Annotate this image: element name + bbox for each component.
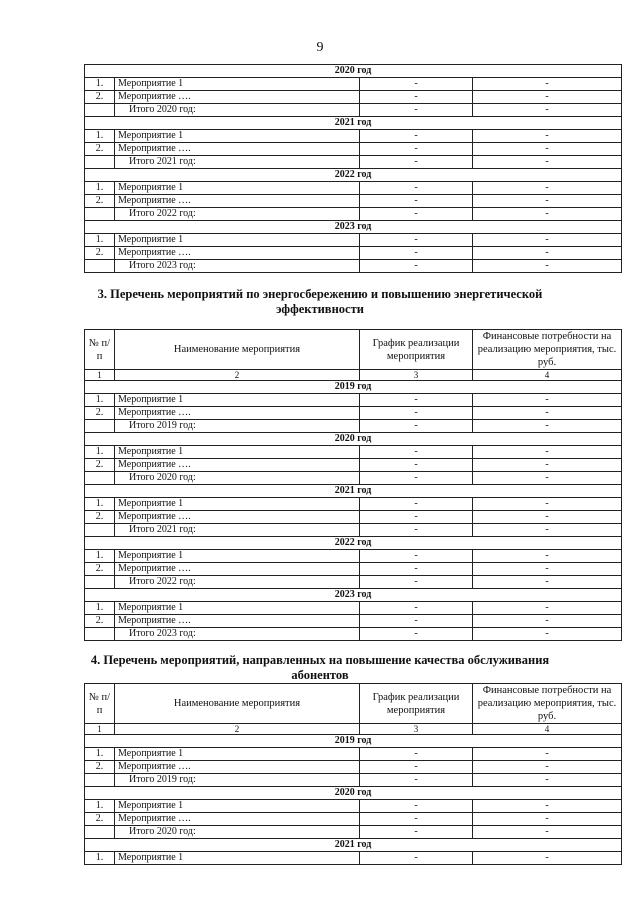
row-number: 2.	[85, 143, 115, 156]
total-finance: -	[473, 260, 622, 273]
total-label: Итого 2019 год:	[115, 420, 360, 433]
schedule-value: -	[360, 602, 473, 615]
total-row	[85, 774, 622, 787]
total-number	[85, 420, 115, 433]
table-row	[85, 498, 622, 511]
year-label: 2020 год	[85, 433, 622, 446]
row-number: 2.	[85, 91, 115, 104]
measure-name: Мероприятие 1	[115, 852, 360, 865]
column-number-row	[85, 370, 622, 381]
section-3-table	[84, 329, 622, 641]
schedule-value: -	[360, 130, 473, 143]
total-finance: -	[473, 524, 622, 537]
finance-value: -	[473, 78, 622, 91]
total-finance: -	[473, 208, 622, 221]
year-row	[85, 589, 622, 602]
column-number-2: 2	[115, 724, 360, 735]
schedule-value: -	[360, 195, 473, 208]
measure-name: Мероприятие ….	[115, 563, 360, 576]
header-num: № п/п	[85, 684, 115, 724]
finance-value: -	[473, 761, 622, 774]
row-number: 1.	[85, 234, 115, 247]
table-row	[85, 234, 622, 247]
table-header-row	[85, 684, 622, 724]
header-num: № п/п	[85, 330, 115, 370]
finance-value: -	[473, 800, 622, 813]
year-row	[85, 839, 622, 852]
row-number: 2.	[85, 563, 115, 576]
header-schedule: График реализации мероприятия	[360, 684, 473, 724]
schedule-value: -	[360, 615, 473, 628]
schedule-value: -	[360, 182, 473, 195]
total-label: Итого 2023 год:	[115, 628, 360, 641]
year-row	[85, 169, 622, 182]
measure-name: Мероприятие 1	[115, 498, 360, 511]
year-row	[85, 787, 622, 800]
total-finance: -	[473, 774, 622, 787]
schedule-value: -	[360, 143, 473, 156]
row-number: 2.	[85, 813, 115, 826]
total-finance: -	[473, 826, 622, 839]
column-number-4: 4	[473, 724, 622, 735]
total-label: Итого 2020 год:	[115, 472, 360, 485]
total-number	[85, 524, 115, 537]
table-header-row	[85, 330, 622, 370]
measure-name: Мероприятие 1	[115, 446, 360, 459]
total-row	[85, 420, 622, 433]
table-row	[85, 563, 622, 576]
measure-name: Мероприятие 1	[115, 748, 360, 761]
total-schedule: -	[360, 472, 473, 485]
column-number-4: 4	[473, 370, 622, 381]
schedule-value: -	[360, 78, 473, 91]
year-label: 2021 год	[85, 839, 622, 852]
finance-value: -	[473, 247, 622, 260]
row-number: 1.	[85, 182, 115, 195]
measure-name: Мероприятие 1	[115, 130, 360, 143]
schedule-value: -	[360, 498, 473, 511]
header-finance: Финансовые потребности на реализацию мероприятия, тыс. руб.	[473, 330, 622, 370]
table-row	[85, 143, 622, 156]
year-row	[85, 433, 622, 446]
total-label: Итого 2022 год:	[115, 576, 360, 589]
total-label: Итого 2019 год:	[115, 774, 360, 787]
year-label: 2020 год	[85, 787, 622, 800]
total-row	[85, 576, 622, 589]
table-row	[85, 91, 622, 104]
row-number: 1.	[85, 800, 115, 813]
finance-value: -	[473, 91, 622, 104]
total-schedule: -	[360, 156, 473, 169]
measure-name: Мероприятие ….	[115, 91, 360, 104]
measure-name: Мероприятие 1	[115, 602, 360, 615]
total-row	[85, 472, 622, 485]
row-number: 2.	[85, 615, 115, 628]
total-label: Итого 2023 год:	[115, 260, 360, 273]
header-schedule: График реализации мероприятия	[360, 330, 473, 370]
measure-name: Мероприятие ….	[115, 407, 360, 420]
total-row	[85, 628, 622, 641]
total-schedule: -	[360, 420, 473, 433]
schedule-value: -	[360, 407, 473, 420]
schedule-value: -	[360, 459, 473, 472]
measure-name: Мероприятие 1	[115, 234, 360, 247]
total-number	[85, 826, 115, 839]
top-table	[84, 64, 622, 273]
finance-value: -	[473, 234, 622, 247]
row-number: 1.	[85, 498, 115, 511]
column-number-3: 3	[360, 724, 473, 735]
total-schedule: -	[360, 208, 473, 221]
total-finance: -	[473, 156, 622, 169]
table-row	[85, 407, 622, 420]
page-number: 9	[316, 40, 324, 55]
table-row	[85, 813, 622, 826]
column-number-1: 1	[85, 724, 115, 735]
total-schedule: -	[360, 628, 473, 641]
total-number	[85, 576, 115, 589]
finance-value: -	[473, 563, 622, 576]
total-label: Итого 2022 год:	[115, 208, 360, 221]
measure-name: Мероприятие 1	[115, 182, 360, 195]
finance-value: -	[473, 498, 622, 511]
year-label: 2019 год	[85, 381, 622, 394]
header-name: Наименование мероприятия	[115, 684, 360, 724]
column-number-3: 3	[360, 370, 473, 381]
total-row	[85, 208, 622, 221]
total-number	[85, 628, 115, 641]
total-schedule: -	[360, 524, 473, 537]
schedule-value: -	[360, 748, 473, 761]
year-label: 2021 год	[85, 117, 622, 130]
measure-name: Мероприятие ….	[115, 511, 360, 524]
row-number: 2.	[85, 459, 115, 472]
measure-name: Мероприятие ….	[115, 195, 360, 208]
total-label: Итого 2021 год:	[115, 156, 360, 169]
schedule-value: -	[360, 563, 473, 576]
total-row	[85, 826, 622, 839]
total-label: Итого 2020 год:	[115, 826, 360, 839]
total-row	[85, 104, 622, 117]
finance-value: -	[473, 394, 622, 407]
year-label: 2023 год	[85, 221, 622, 234]
finance-value: -	[473, 550, 622, 563]
total-finance: -	[473, 104, 622, 117]
column-number-2: 2	[115, 370, 360, 381]
row-number: 1.	[85, 852, 115, 865]
finance-value: -	[473, 446, 622, 459]
measure-name: Мероприятие 1	[115, 78, 360, 91]
header-name: Наименование мероприятия	[115, 330, 360, 370]
measure-name: Мероприятие 1	[115, 800, 360, 813]
section-4-heading: 4. Перечень мероприятий, направленных на повышение качества обслуживания абонентов	[90, 653, 550, 682]
finance-value: -	[473, 615, 622, 628]
header-finance: Финансовые потребности на реализацию мероприятия, тыс. руб.	[473, 684, 622, 724]
finance-value: -	[473, 195, 622, 208]
table-row	[85, 852, 622, 865]
section-4-table	[84, 683, 622, 865]
table-row	[85, 182, 622, 195]
total-row	[85, 260, 622, 273]
row-number: 2.	[85, 247, 115, 260]
total-row	[85, 524, 622, 537]
row-number: 1.	[85, 394, 115, 407]
schedule-value: -	[360, 800, 473, 813]
row-number: 1.	[85, 446, 115, 459]
measure-name: Мероприятие ….	[115, 813, 360, 826]
section-3-heading: 3. Перечень мероприятий по энергосбережению и повышению энергетической эффективности	[97, 287, 543, 316]
total-number	[85, 774, 115, 787]
table-row	[85, 550, 622, 563]
table-row	[85, 459, 622, 472]
total-finance: -	[473, 472, 622, 485]
measure-name: Мероприятие ….	[115, 247, 360, 260]
year-label: 2023 год	[85, 589, 622, 602]
table-row	[85, 247, 622, 260]
row-number: 2.	[85, 195, 115, 208]
year-label: 2021 год	[85, 485, 622, 498]
total-number	[85, 260, 115, 273]
finance-value: -	[473, 602, 622, 615]
schedule-value: -	[360, 394, 473, 407]
finance-value: -	[473, 813, 622, 826]
finance-value: -	[473, 511, 622, 524]
row-number: 2.	[85, 761, 115, 774]
total-number	[85, 156, 115, 169]
table-row	[85, 195, 622, 208]
year-row	[85, 65, 622, 78]
table-row	[85, 394, 622, 407]
finance-value: -	[473, 182, 622, 195]
schedule-value: -	[360, 234, 473, 247]
total-schedule: -	[360, 774, 473, 787]
table-row	[85, 78, 622, 91]
row-number: 1.	[85, 602, 115, 615]
total-schedule: -	[360, 260, 473, 273]
finance-value: -	[473, 130, 622, 143]
measure-name: Мероприятие ….	[115, 459, 360, 472]
year-label: 2020 год	[85, 65, 622, 78]
column-number-row	[85, 724, 622, 735]
year-label: 2019 год	[85, 735, 622, 748]
total-number	[85, 104, 115, 117]
table-row	[85, 800, 622, 813]
schedule-value: -	[360, 446, 473, 459]
row-number: 2.	[85, 511, 115, 524]
measure-name: Мероприятие ….	[115, 761, 360, 774]
schedule-value: -	[360, 511, 473, 524]
row-number: 1.	[85, 78, 115, 91]
total-finance: -	[473, 420, 622, 433]
year-row	[85, 221, 622, 234]
total-label: Итого 2020 год:	[115, 104, 360, 117]
total-number	[85, 208, 115, 221]
measure-name: Мероприятие ….	[115, 143, 360, 156]
schedule-value: -	[360, 761, 473, 774]
total-finance: -	[473, 576, 622, 589]
column-number-1: 1	[85, 370, 115, 381]
year-row	[85, 735, 622, 748]
measure-name: Мероприятие 1	[115, 550, 360, 563]
finance-value: -	[473, 852, 622, 865]
total-number	[85, 472, 115, 485]
schedule-value: -	[360, 91, 473, 104]
finance-value: -	[473, 459, 622, 472]
year-row	[85, 381, 622, 394]
table-row	[85, 511, 622, 524]
year-row	[85, 537, 622, 550]
table-row	[85, 130, 622, 143]
total-finance: -	[473, 628, 622, 641]
row-number: 1.	[85, 748, 115, 761]
table-row	[85, 446, 622, 459]
total-schedule: -	[360, 826, 473, 839]
table-row	[85, 615, 622, 628]
row-number: 2.	[85, 407, 115, 420]
finance-value: -	[473, 407, 622, 420]
total-schedule: -	[360, 576, 473, 589]
year-row	[85, 485, 622, 498]
finance-value: -	[473, 748, 622, 761]
row-number: 1.	[85, 550, 115, 563]
schedule-value: -	[360, 852, 473, 865]
finance-value: -	[473, 143, 622, 156]
total-row	[85, 156, 622, 169]
table-row	[85, 761, 622, 774]
table-row	[85, 602, 622, 615]
row-number: 1.	[85, 130, 115, 143]
measure-name: Мероприятие ….	[115, 615, 360, 628]
table-row	[85, 748, 622, 761]
measure-name: Мероприятие 1	[115, 394, 360, 407]
total-schedule: -	[360, 104, 473, 117]
schedule-value: -	[360, 550, 473, 563]
year-label: 2022 год	[85, 537, 622, 550]
year-label: 2022 год	[85, 169, 622, 182]
total-label: Итого 2021 год:	[115, 524, 360, 537]
schedule-value: -	[360, 247, 473, 260]
schedule-value: -	[360, 813, 473, 826]
year-row	[85, 117, 622, 130]
